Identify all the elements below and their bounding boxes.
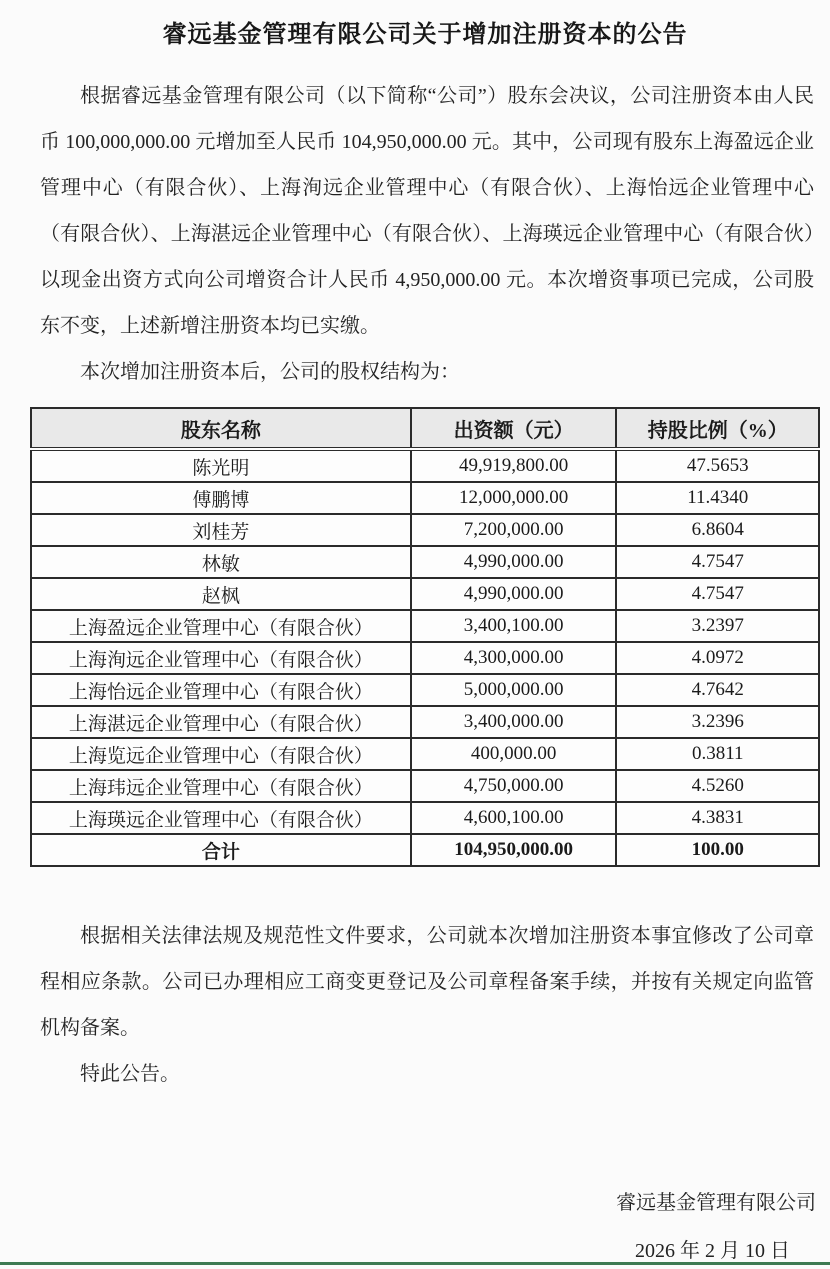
signature-company: 睿远基金管理有限公司 [616,1192,816,1214]
table-cell: 4.7547 [616,578,819,610]
table-row [31,514,819,546]
table-cell: 4.7547 [616,546,819,578]
table-cell: 4.7642 [616,674,819,706]
table-cell: 3.2397 [616,610,819,642]
signature-date: 2026 年 2 月 10 日 [635,1240,790,1262]
table-row [31,642,819,674]
table-cell: 400,000.00 [411,738,617,770]
table-cell: 4.0972 [616,642,819,674]
table-cell-total-amount: 104,950,000.00 [411,834,617,866]
table-lead-paragraph: 本次增加注册资本后，公司的股权结构为： [80,361,460,383]
column-header-ratio: 持股比例（%） [616,408,819,449]
legal-paragraph: 根据相关法律法规及规范性文件要求，公司就本次增加注册资本事宜修改了公司章程相应条款。公司已办理相应工商变更登记及公司章程备案手续，并按有关规定向监管机构备案。 [40,925,814,1039]
table-cell: 4,300,000.00 [411,642,617,674]
bottom-divider [0,1262,830,1265]
table-cell: 4,600,100.00 [411,802,617,834]
table-cell: 4.3831 [616,802,819,834]
table-cell: 6.8604 [616,514,819,546]
column-header-shareholder: 股东名称 [31,408,411,449]
table-row [31,449,819,482]
table-cell-total-label: 合计 [31,834,411,866]
table-cell: 上海盈远企业管理中心（有限合伙） [31,610,411,642]
table-cell: 12,000,000.00 [411,482,617,514]
table-cell: 5,000,000.00 [411,674,617,706]
table-cell: 4,750,000.00 [411,770,617,802]
table-cell: 3.2396 [616,706,819,738]
table-cell: 傅鹏博 [31,482,411,514]
table-cell: 7,200,000.00 [411,514,617,546]
table-cell: 4.5260 [616,770,819,802]
table-cell: 上海洵远企业管理中心（有限合伙） [31,642,411,674]
table-cell: 刘桂芳 [31,514,411,546]
table-row [31,706,819,738]
table-cell: 陈光明 [31,449,411,482]
table-cell: 0.3811 [616,738,819,770]
intro-paragraph: 根据睿远基金管理有限公司（以下简称“公司”）股东会决议，公司注册资本由人民币 100,000,000.00 元增加至人民币 104,950,000.00 元。其中，公司现有股东上海盈远企业管理中心（有限合伙）、上海洵远企业管理中心（有限合伙）、上海怡远企业管理中心（有限合伙）、上海湛远企业管理中心（有限合伙）、上海瑛远企业管理中心（有限合伙）以现金出资方式向公司增资合计人民币 4,950,000.00 元。本次增资事项已完成，公司股东不变，上述新增注册资本均已实缴。 [40,85,814,337]
table-cell: 3,400,000.00 [411,706,617,738]
table-cell: 3,400,100.00 [411,610,617,642]
table-row [31,578,819,610]
table-cell: 47.5653 [616,449,819,482]
table-row [31,610,819,642]
table-cell: 11.4340 [616,482,819,514]
table-cell: 上海湛远企业管理中心（有限合伙） [31,706,411,738]
shareholding-table [30,407,820,867]
table-cell: 上海瑛远企业管理中心（有限合伙） [31,802,411,834]
table-cell: 4,990,000.00 [411,578,617,610]
table-cell: 赵枫 [31,578,411,610]
table-row [31,770,819,802]
table-row [31,546,819,578]
table-cell: 49,919,800.00 [411,449,617,482]
table-row [31,802,819,834]
table-row [31,674,819,706]
table-cell: 上海怡远企业管理中心（有限合伙） [31,674,411,706]
table-header-row [31,408,819,449]
table-total-row [31,834,819,866]
table-cell: 4,990,000.00 [411,546,617,578]
table-cell-total-ratio: 100.00 [616,834,819,866]
table-cell: 上海览远企业管理中心（有限合伙） [31,738,411,770]
page-title: 睿远基金管理有限公司关于增加注册资本的公告 [162,21,688,48]
table-row [31,738,819,770]
closing-paragraph: 特此公告。 [80,1063,180,1085]
table-cell: 林敏 [31,546,411,578]
table-cell: 上海玮远企业管理中心（有限合伙） [31,770,411,802]
table-row [31,482,819,514]
column-header-contribution: 出资额（元） [411,408,617,449]
